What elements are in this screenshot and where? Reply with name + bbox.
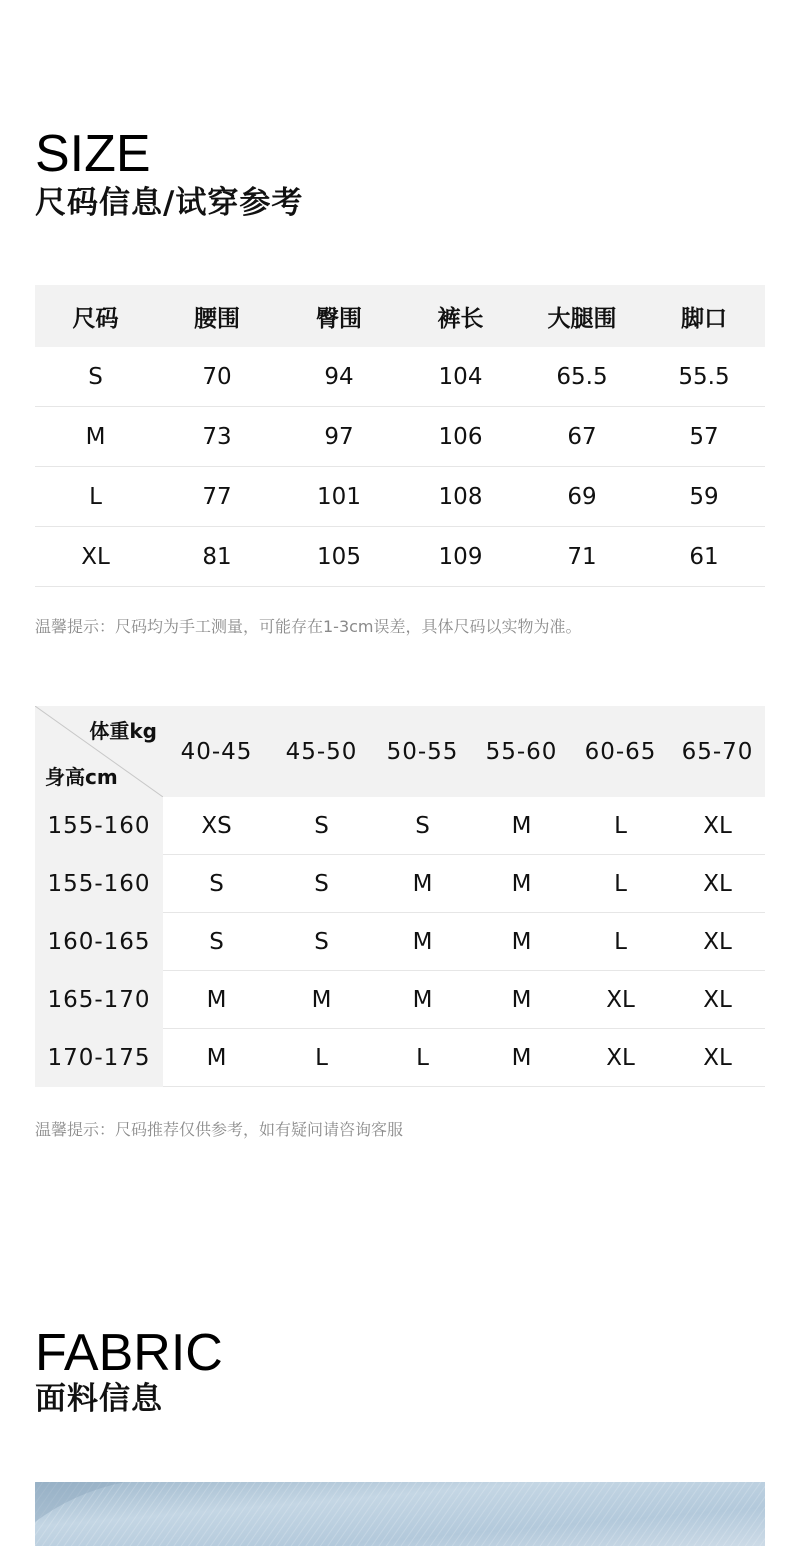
size-cell: M [163, 971, 270, 1029]
size-measure-note: 温馨提示：尺码均为手工测量，可能存在1-3cm误差，具体尺码以实物为准。 [35, 617, 582, 636]
table-row [35, 855, 765, 913]
size-cell: L [571, 797, 670, 855]
table-cell: 73 [156, 407, 278, 467]
size-chart-header-row [35, 285, 765, 347]
header-cell: 脚口 [643, 285, 765, 347]
size-cell: M [472, 1029, 571, 1087]
size-cell: XS [163, 797, 270, 855]
table-cell: 101 [278, 467, 400, 527]
table-row [35, 467, 765, 527]
size-title-zh: 尺码信息/试穿参考 [35, 185, 304, 221]
size-cell: XL [571, 1029, 670, 1087]
weight-axis-label: 体重kg [89, 719, 157, 743]
size-cell: XL [670, 971, 765, 1029]
table-cell: 55.5 [643, 347, 765, 407]
size-title-en: SIZE [35, 125, 151, 183]
table-cell: XL [35, 527, 156, 587]
table-cell: 59 [643, 467, 765, 527]
header-cell: 臀围 [278, 285, 400, 347]
table-cell: 105 [278, 527, 400, 587]
header-cell: 大腿围 [521, 285, 643, 347]
fabric-photo [35, 1482, 765, 1546]
size-chart-table [35, 285, 765, 587]
weight-range-header: 65-70 [670, 706, 765, 797]
size-cell: XL [670, 797, 765, 855]
table-cell: 65.5 [521, 347, 643, 407]
table-row [35, 913, 765, 971]
table-cell: 77 [156, 467, 278, 527]
header-cell: 裤长 [400, 285, 521, 347]
table-row [35, 527, 765, 587]
weight-range-header: 50-55 [373, 706, 472, 797]
size-recommend-note: 温馨提示：尺码推荐仅供参考，如有疑问请咨询客服 [35, 1120, 404, 1139]
table-cell: 97 [278, 407, 400, 467]
size-cell: M [472, 855, 571, 913]
table-cell: L [35, 467, 156, 527]
weight-range-header: 55-60 [472, 706, 571, 797]
height-range-cell: 170-175 [35, 1029, 163, 1087]
fabric-title-zh: 面料信息 [35, 1381, 163, 1417]
height-range-cell: 165-170 [35, 971, 163, 1029]
table-cell: 104 [400, 347, 521, 407]
size-cell: L [571, 855, 670, 913]
table-cell: 94 [278, 347, 400, 407]
table-cell: 108 [400, 467, 521, 527]
size-cell: M [373, 855, 472, 913]
table-cell: 109 [400, 527, 521, 587]
denim-texture [35, 1482, 765, 1546]
size-cell: XL [670, 913, 765, 971]
height-range-cell: 155-160 [35, 797, 163, 855]
size-cell: S [270, 797, 373, 855]
size-cell: S [373, 797, 472, 855]
size-cell: M [472, 971, 571, 1029]
fabric-title-en: FABRIC [35, 1324, 223, 1382]
size-cell: M [472, 913, 571, 971]
height-range-cell: 160-165 [35, 913, 163, 971]
table-cell: 71 [521, 527, 643, 587]
table-cell: 67 [521, 407, 643, 467]
table-cell: M [35, 407, 156, 467]
weight-range-header: 40-45 [163, 706, 270, 797]
height-range-cell: 155-160 [35, 855, 163, 913]
table-cell: 81 [156, 527, 278, 587]
table-cell: S [35, 347, 156, 407]
size-cell: M [472, 797, 571, 855]
header-cell: 腰围 [156, 285, 278, 347]
table-cell: 69 [521, 467, 643, 527]
size-cell: M [270, 971, 373, 1029]
table-cell: 57 [643, 407, 765, 467]
size-cell: M [373, 913, 472, 971]
size-cell: L [373, 1029, 472, 1087]
size-cell: XL [670, 1029, 765, 1087]
size-cell: M [373, 971, 472, 1029]
height-axis-label: 身高cm [45, 765, 118, 789]
weight-range-header: 45-50 [270, 706, 373, 797]
size-cell: L [270, 1029, 373, 1087]
size-cell: XL [571, 971, 670, 1029]
size-cell: L [571, 913, 670, 971]
size-recommendation-table [35, 706, 765, 1087]
corner-header-cell [35, 706, 163, 797]
fit-header-row [35, 706, 765, 797]
size-cell: S [163, 855, 270, 913]
size-cell: S [163, 913, 270, 971]
table-row [35, 347, 765, 407]
table-cell: 61 [643, 527, 765, 587]
table-row [35, 1029, 765, 1087]
size-cell: S [270, 855, 373, 913]
weight-range-header: 60-65 [571, 706, 670, 797]
table-cell: 106 [400, 407, 521, 467]
table-row [35, 407, 765, 467]
table-row [35, 971, 765, 1029]
header-cell: 尺码 [35, 285, 156, 347]
size-cell: XL [670, 855, 765, 913]
table-cell: 70 [156, 347, 278, 407]
size-cell: S [270, 913, 373, 971]
table-row [35, 797, 765, 855]
size-cell: M [163, 1029, 270, 1087]
